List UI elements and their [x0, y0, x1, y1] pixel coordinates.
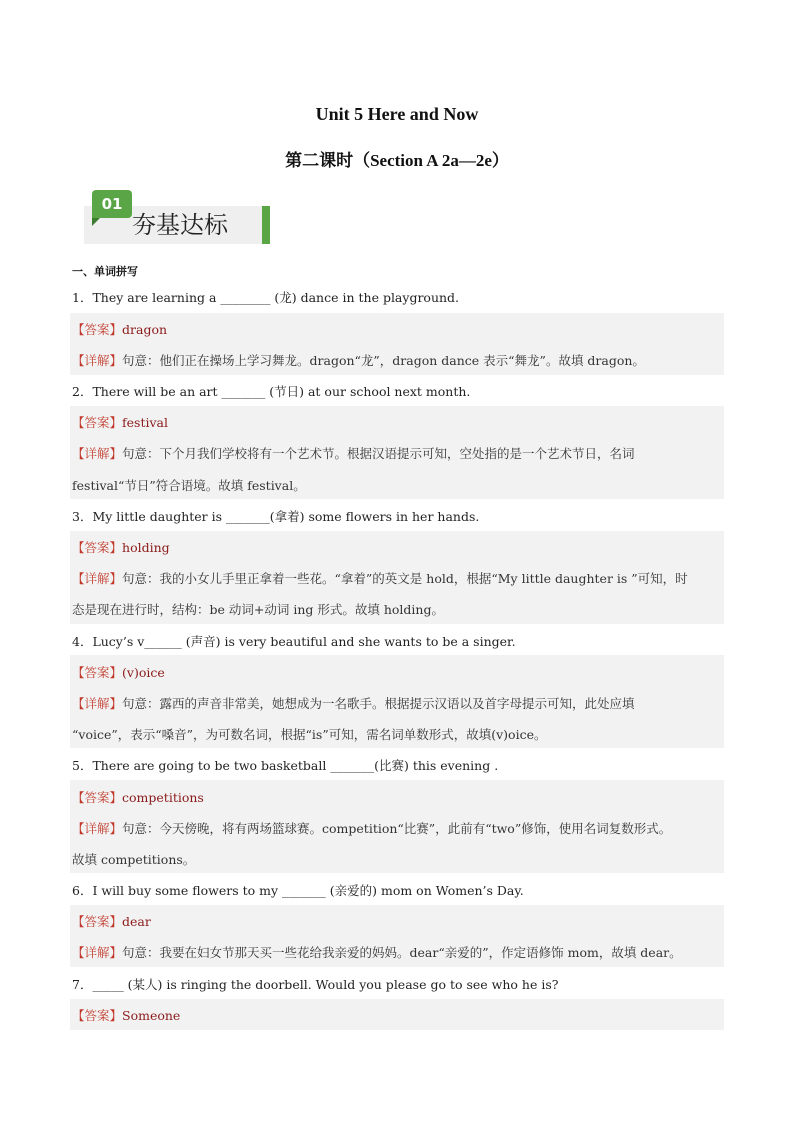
- question-text: 5．There are going to be two basketball _______(比赛) this evening .: [72, 758, 499, 773]
- detail-text: 句意：下个月我们学校将有一个艺术节。根据汉语提示可知，空处指的是一个艺术节日，名词: [122, 446, 635, 461]
- answer-tag: 【答案】: [72, 665, 123, 680]
- detail-tag: 【详解】: [72, 696, 123, 711]
- detail-line: [72, 351, 722, 369]
- detail-text: 句意：我要在妇女节那天买一些花给我亲爱的妈妈。dear“亲爱的”，作定语修饰 mom，故填 dear。: [122, 945, 682, 960]
- question-text: 1．They are learning a ________ (龙) dance in the playground.: [72, 290, 460, 305]
- detail-line: [72, 569, 722, 587]
- detail-line: [72, 850, 722, 868]
- question-text: 4．Lucy’s v______ (声音) is very beautiful and she wants to be a singer.: [72, 634, 516, 649]
- answer-value: Someone: [122, 1008, 181, 1023]
- answer-value: (v)oice: [122, 665, 165, 680]
- detail-tag: 【详解】: [72, 446, 123, 461]
- detail-line: [72, 444, 722, 462]
- answer-line: [72, 320, 722, 338]
- detail-text: festival“节日”符合语境。故填 festival。: [72, 478, 306, 493]
- answer-value: festival: [122, 415, 168, 430]
- answer-line: [72, 912, 722, 930]
- question-text: 7．_____ (某人) is ringing the doorbell. Would you please go to see who he is?: [72, 977, 559, 992]
- answer-value: dear: [122, 914, 151, 929]
- answer-tag: 【答案】: [72, 415, 123, 430]
- answer-value: holding: [122, 540, 170, 555]
- question-text: 6．I will buy some flowers to my _______ (亲爱的) mom on Women’s Day.: [72, 883, 524, 898]
- answer-tag: 【答案】: [72, 322, 123, 337]
- detail-tag: 【详解】: [72, 353, 123, 368]
- detail-line: [72, 819, 722, 837]
- section-badge: [84, 190, 274, 246]
- badge-number: 01: [92, 190, 132, 218]
- answer-tag: 【答案】: [72, 540, 123, 555]
- detail-tag: 【详解】: [72, 571, 123, 586]
- answer-tag: 【答案】: [72, 914, 123, 929]
- answer-tag: 【答案】: [72, 1008, 123, 1023]
- detail-text: 故填 competitions。: [72, 852, 196, 867]
- detail-line: [72, 943, 722, 961]
- answer-value: competitions: [122, 790, 204, 805]
- badge-accent-bar: [262, 206, 270, 244]
- answer-line: [72, 538, 722, 556]
- page-subtitle: 第二课时（Section A 2a—2e）: [285, 151, 509, 170]
- detail-line: [72, 725, 722, 743]
- answer-value: dragon: [122, 322, 168, 337]
- detail-tag: 【详解】: [72, 821, 123, 836]
- badge-ribbon-fold: [92, 218, 100, 226]
- detail-text: “voice”，表示“嗓音”，为可数名词，根据“is”可知，需名词单数形式，故填(v)oice。: [72, 727, 547, 742]
- answer-line: [72, 663, 722, 681]
- page-title: Unit 5 Here and Now: [315, 104, 479, 124]
- question-text: 3．My little daughter is _______(拿着) some flowers in her hands.: [72, 509, 480, 524]
- answer-line: [72, 1006, 722, 1024]
- answer-tag: 【答案】: [72, 790, 123, 805]
- detail-text: 态是现在进行时，结构：be 动词+动词 ing 形式。故填 holding。: [72, 602, 444, 617]
- detail-tag: 【详解】: [72, 945, 123, 960]
- section-heading: 一、单词拼写: [72, 265, 138, 278]
- detail-text: 句意：他们正在操场上学习舞龙。dragon“龙”，dragon dance 表示“舞龙”。故填 dragon。: [122, 353, 645, 368]
- detail-line: [72, 600, 722, 618]
- detail-text: 句意：今天傍晚，将有两场篮球赛。competition“比赛”，此前有“two”修饰，使用名词复数形式。: [122, 821, 672, 836]
- badge-text: 夯基达标: [132, 211, 228, 239]
- question-text: 2．There will be an art _______ (节日) at our school next month.: [72, 384, 471, 399]
- answer-line: [72, 788, 722, 806]
- answer-line: [72, 413, 722, 431]
- detail-text: 句意：我的小女儿手里正拿着一些花。“拿着”的英文是 hold，根据“My little daughter is ”可知，时: [122, 571, 688, 586]
- detail-line: [72, 476, 722, 494]
- detail-line: [72, 694, 722, 712]
- detail-text: 句意：露西的声音非常美，她想成为一名歌手。根据提示汉语以及首字母提示可知，此处应填: [122, 696, 635, 711]
